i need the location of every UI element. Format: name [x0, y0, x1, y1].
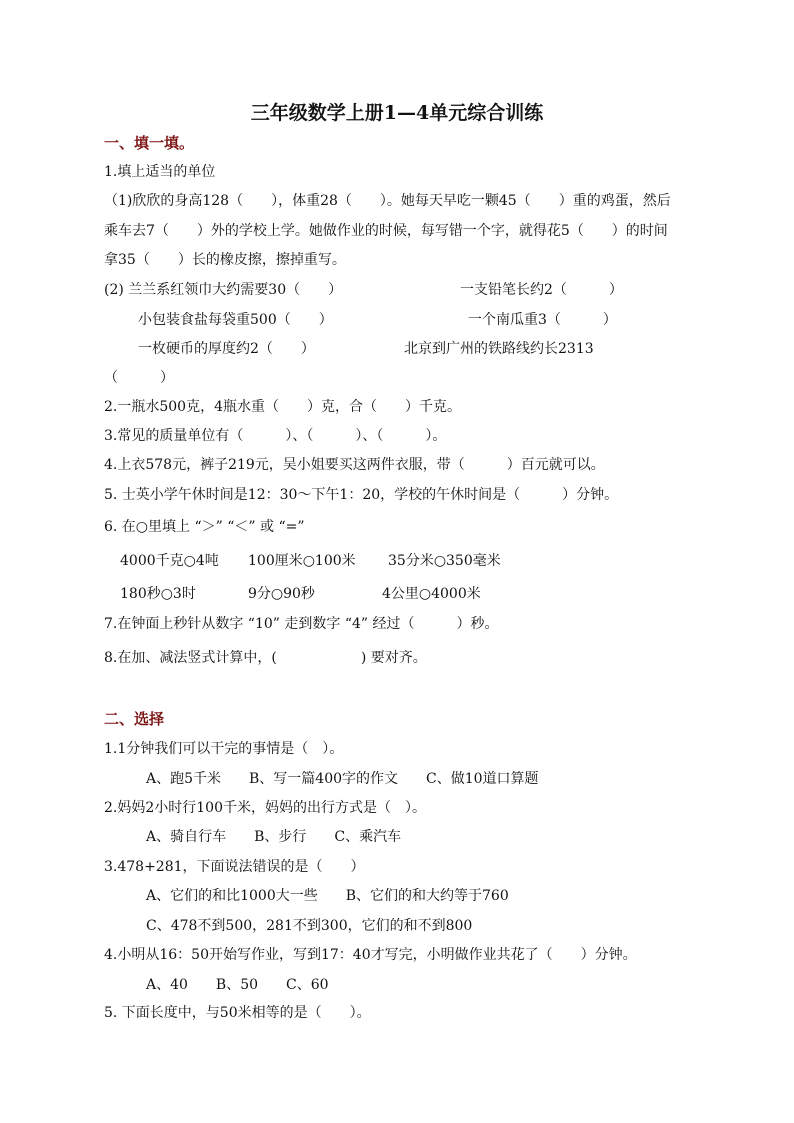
choice-q3-options-ab: A、它们的和比1000大一些 B、它们的和大约等于760: [146, 888, 509, 904]
q1-part1-line2: 乘车去7（ ）外的学校上学。她做作业的时候，每写错一个字，就得花5（ ）的时间: [104, 223, 668, 239]
choice-q1-text: 1.1分钟我们可以干完的事情是（ ）。: [104, 741, 344, 757]
choice-q2-text: 2.妈妈2小时行100千米，妈妈的出行方式是（ ）。: [104, 800, 426, 816]
q4-text: 4.上衣578元，裤子219元，吴小姐要买这两件衣服，带（ ）百元就可以。: [104, 457, 605, 473]
q5-text: 5. 士英小学午休时间是12：30～下午1：20，学校的午休时间是（ ）分钟。: [104, 487, 619, 503]
q1-part2-item-d: 一个南瓜重3（ ）: [468, 312, 617, 328]
q1-part2-item-e: 一枚硬币的厚度约2（ ）: [138, 341, 315, 357]
choice-q3-text: 3.478+281，下面说法错误的是（ ）: [104, 859, 365, 875]
q1-part2-item-f: 北京到广州的铁路线约长2313: [404, 341, 594, 357]
q1-part1-line3: 拿35（ ）长的橡皮擦，擦掉重写。: [104, 252, 346, 268]
q6-compare-3: 35分米○350毫米: [388, 553, 501, 569]
q6-compare-5: 9分○90秒: [248, 586, 315, 602]
choice-q4-options: A、40 B、50 C、60: [146, 977, 329, 993]
q6-compare-6: 4公里○4000米: [382, 586, 481, 602]
choice-q2-options: A、骑自行车 B、步行 C、乘汽车: [146, 829, 402, 845]
q7-text: 7.在钟面上秒针从数字 “10” 走到数字 “4” 经过（ ）秒。: [104, 616, 499, 632]
section-heading-choice: 二、选择: [104, 710, 165, 728]
choice-q4-text: 4.小明从16：50开始写作业，写到17：40才写完，小明做作业共花了（ ）分钟。: [104, 947, 637, 963]
q1-part2-item-g: （ ）: [104, 370, 174, 386]
q3-text: 3.常见的质量单位有（ ）、（ ）、（ ）。: [104, 428, 447, 444]
q8-text: 8.在加、减法竖式计算中，( ) 要对齐。: [104, 650, 427, 666]
page-title: 三年级数学上册1—4单元综合训练: [250, 102, 544, 124]
section-heading-fill: 一、填一填。: [104, 134, 195, 152]
q6-compare-4: 180秒○3时: [120, 586, 196, 602]
q6-compare-1: 4000千克○4吨: [120, 553, 219, 569]
choice-q3-option-c: C、478不到500，281不到300，它们的和不到800: [146, 918, 473, 934]
q6-title: 6. 在○里填上 “＞” “＜” 或 “=”: [104, 519, 305, 535]
choice-q5-text: 5. 下面长度中，与50米相等的是（ ）。: [104, 1005, 371, 1021]
q1-part2-item-c: 小包装食盐每袋重500（ ）: [138, 312, 333, 328]
q1-part2-item-b: 一支铅笔长约2（ ）: [460, 282, 623, 298]
q1-part1-line1: （1)欣欣的身高128（ ），体重28（ ）。她每天早吃一颗45（ ）重的鸡蛋，然后: [104, 193, 671, 209]
q6-compare-2: 100厘米○100米: [248, 553, 356, 569]
q2-text: 2.一瓶水500克，4瓶水重（ ）克，合（ ）千克。: [104, 399, 461, 415]
q1-title: 1.填上适当的单位: [104, 164, 216, 180]
choice-q1-options: A、跑5千米 B、写一篇400字的作文 C、做10道口算题: [146, 771, 539, 787]
q1-part2-item-a: (2) 兰兰系红领巾大约需要30（ ）: [104, 282, 343, 298]
